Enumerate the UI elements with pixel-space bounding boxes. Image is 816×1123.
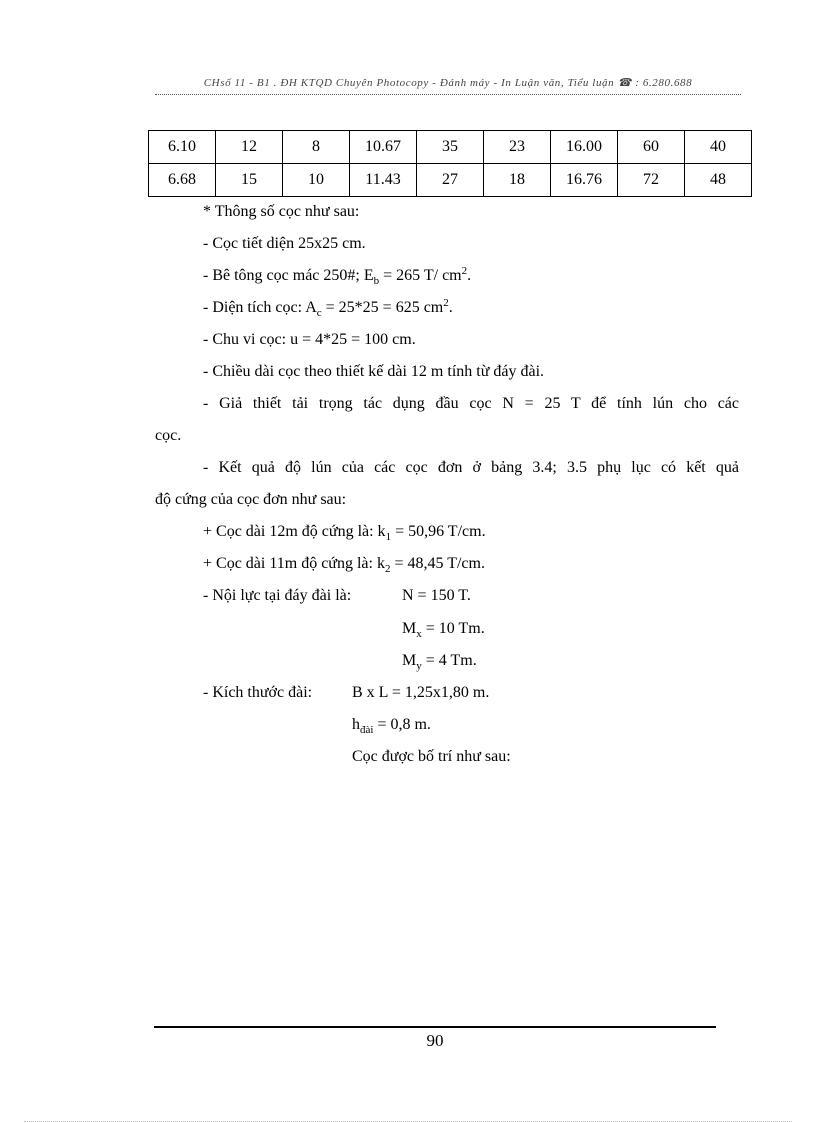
settlement-result: - Kết quả độ lún của các cọc đơn ở bảng 3.4; 3.5 phụ lục có kết quả	[203, 459, 739, 476]
internal-force-label: - Nội lực tại đáy đài là:	[203, 587, 352, 604]
internal-force-n: N = 150 T.	[402, 587, 471, 604]
table-row	[149, 164, 752, 197]
load-assumption-cont: cọc.	[155, 427, 182, 444]
table-cell: 27	[417, 164, 484, 197]
load-assumption: - Giả thiết tải trọng tác dụng đầu cọc N = 25 T để tính lún cho các	[203, 395, 739, 412]
pile-perimeter: - Chu vi cọc: u = 4*25 = 100 cm.	[203, 331, 416, 348]
table-cell: 23	[484, 131, 551, 164]
pile-area: - Diện tích cọc: $A_c = 25*25 = 625$ $cm^2$.	[203, 297, 453, 319]
pile-layout-note: Cọc được bố trí như sau:	[352, 748, 511, 765]
page-header: CHsố 11 - B1 . ĐH KTQD Chuyên Photocopy - Đánh máy - In Luận văn, Tiểu luận ☎ : 6.280.688	[155, 76, 741, 95]
cap-height: $h_{đài} = 0,8$ m.	[352, 716, 431, 736]
table-cell: 18	[484, 164, 551, 197]
cap-size-value: B x L = 1,25x1,80 m.	[352, 684, 490, 701]
table-cell: 6.10	[149, 131, 216, 164]
stiffness-k2: + Cọc dài 11m độ cứng là: $k_2 = 48,45$ T/cm.	[203, 555, 485, 575]
footer-rule	[154, 1026, 716, 1028]
table-cell: 10.67	[350, 131, 417, 164]
cap-size-label: - Kích thước đài:	[203, 684, 313, 701]
moment-my: $M_y = 4$ Tm.	[402, 652, 477, 672]
page-number: 90	[426, 1031, 444, 1050]
table-cell: 16.00	[551, 131, 618, 164]
data-table	[148, 130, 752, 197]
table-cell: 11.43	[350, 164, 417, 197]
table-cell: 48	[685, 164, 752, 197]
table-cell: 8	[283, 131, 350, 164]
pile-length: - Chiều dài cọc theo thiết kế dài 12 m tính từ đáy đài.	[203, 363, 545, 380]
pile-concrete-grade: - Bê tông cọc mác 250#; $E_b = 265$ T/ $cm^2$.	[203, 265, 472, 287]
table-cell: 16.76	[551, 164, 618, 197]
table-cell: 35	[417, 131, 484, 164]
table-cell: 72	[618, 164, 685, 197]
table-cell: 40	[685, 131, 752, 164]
table-cell: 12	[216, 131, 283, 164]
page-bottom-border	[24, 1121, 792, 1122]
settlement-result-cont: độ cứng của cọc đơn như sau:	[155, 491, 347, 508]
table-row	[149, 131, 752, 164]
table-cell: 15	[216, 164, 283, 197]
table-cell: 10	[283, 164, 350, 197]
pile-specs-heading: * Thông số cọc như sau:	[203, 203, 360, 220]
pile-cross-section: - Cọc tiết diện 25x25 cm.	[203, 235, 366, 252]
stiffness-k1: + Cọc dài 12m độ cứng là: $k_1 = 50,96$ T/cm.	[203, 523, 486, 543]
moment-mx: $M_x = 10$ Tm.	[402, 620, 485, 640]
table-cell: 60	[618, 131, 685, 164]
table-cell: 6.68	[149, 164, 216, 197]
